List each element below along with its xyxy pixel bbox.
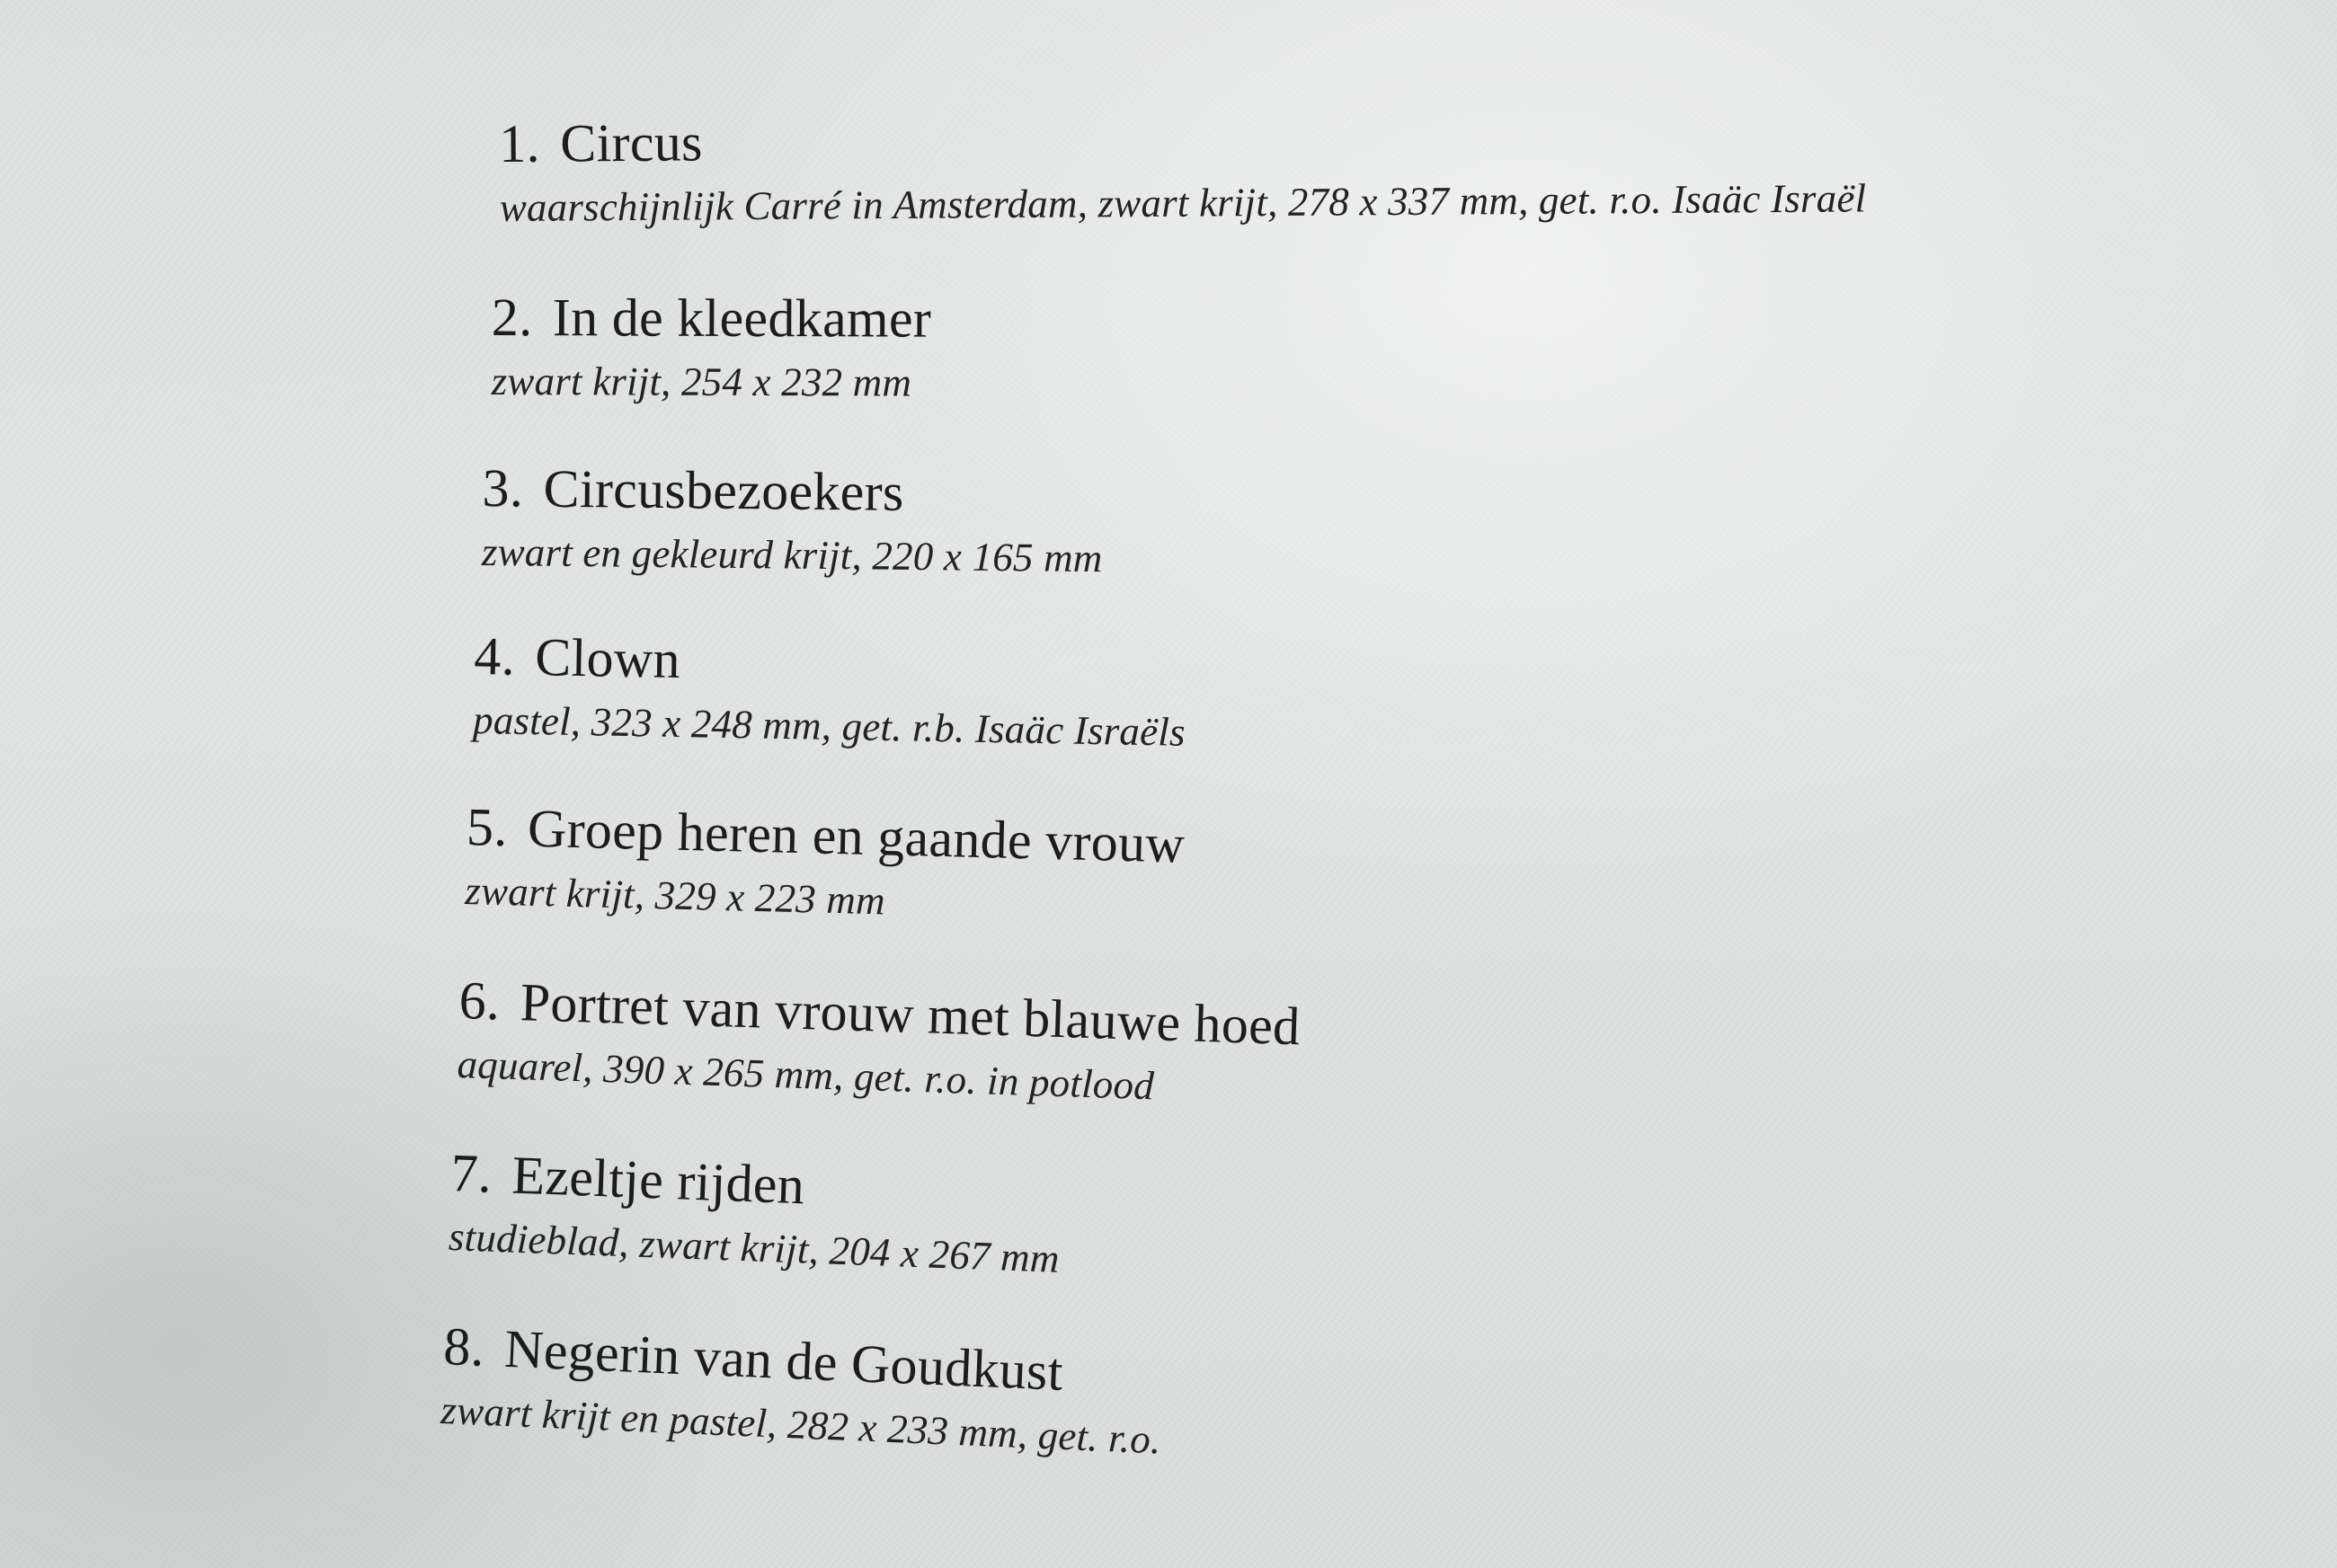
entry-number: 5. (466, 796, 509, 858)
entry-title: Clown (534, 627, 681, 689)
entry-number: 1. (499, 113, 541, 173)
entry-title: Ezeltje rijden (511, 1145, 806, 1216)
entry-title: Groep heren en gaande vrouw (527, 798, 1186, 874)
entry-description: studieblad, zwart krijt, 204 x 267 mm (448, 1213, 1061, 1281)
entry-title-line (474, 625, 1187, 700)
entry-description: waarschijnlijk Carré in Amsterdam, zwart krijt, 278 x 337 mm, get. r.o. Isaäc Israël (499, 175, 1867, 230)
entry-title: Portret van vrouw met blauwe hoed (519, 972, 1302, 1057)
entry-title-line (466, 795, 1186, 876)
entry-number: 2. (491, 288, 533, 348)
entry-title-line (499, 102, 1866, 175)
entry-description: zwart krijt en pastel, 282 x 233 mm, get. r.o. (440, 1386, 1162, 1463)
entry-title-line (449, 1141, 1062, 1227)
entry-description: pastel, 323 x 248 mm, get. r.b. Isaäc Israëls (472, 696, 1186, 755)
catalogue-entry (448, 1141, 1062, 1284)
entry-description: zwart krijt, 329 x 223 mm (464, 867, 886, 924)
catalogue-entry (492, 286, 932, 408)
entry-description: aquarel, 390 x 265 mm, get. r.o. in potlood (456, 1041, 1155, 1109)
entry-title-line (482, 456, 1103, 526)
catalogue-entry (457, 969, 1302, 1115)
catalogue-entry (499, 102, 1866, 233)
entry-number: 6. (458, 970, 502, 1032)
entry-number: 7. (449, 1142, 493, 1204)
catalogue-entry (465, 795, 1186, 933)
catalogue-entry (473, 625, 1187, 757)
entry-description: zwart en gekleurd krijt, 220 x 165 mm (481, 528, 1103, 581)
entry-number: 3. (482, 457, 524, 518)
entry-title: Circusbezoekers (543, 458, 904, 522)
entry-title: In de kleedkamer (552, 288, 932, 349)
entry-number: 4. (473, 625, 516, 687)
entry-number: 8. (442, 1316, 486, 1378)
entry-description: zwart krijt, 254 x 232 mm (491, 358, 912, 405)
catalogue-entry (482, 456, 1104, 583)
entry-title: Circus (560, 112, 703, 173)
catalogue-entry (440, 1315, 1165, 1465)
entry-title-line (492, 286, 932, 350)
entry-title: Negerin van de Goudkust (503, 1318, 1065, 1402)
